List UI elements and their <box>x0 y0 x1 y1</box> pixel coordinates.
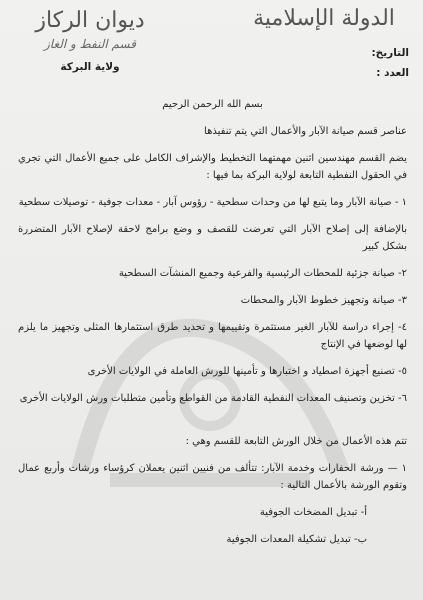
document-title: عناصر قسم صيانة الآبار والأعمال التي يتم تنفيذها <box>204 126 407 137</box>
state-header <box>239 4 409 94</box>
sub-item-a: أ- تبديل المضخات الجوفية <box>259 507 367 518</box>
department-text: قسم النفط و الغاز <box>44 37 136 51</box>
list-item-3: ٣- صيانة وتجهيز خطوط الآبار والمحطات <box>240 295 407 306</box>
list-item-5: ٥- تصنيع أجهزة اصطياد و اختبارها و تأمينها للورش العاملة في الولايات الأخرى <box>87 366 407 377</box>
list-item-4: ٤- إجراء دراسة للآبار الغير مستثمرة وتقييمها و تحديد طرق استثمارها المثلى وتجهيز ما يلزم لها لوضعها في الإنتاج <box>18 322 407 350</box>
list-item-1-extra: بالإضافة إلى إصلاح الآبار التي تعرضت للقصف و وضع برامج لاحقة لإصلاح الآبار المتضررة بشكل كبير <box>18 224 407 252</box>
document-body <box>18 96 407 558</box>
spacer <box>18 417 407 433</box>
workshops-intro: تتم هذه الأعمال من خلال الورش التابعة للقسم وهي : <box>185 436 407 447</box>
sub-item-b: ب- تبديل تشكيلة المعدات الجوفية <box>226 534 367 545</box>
workshop-1: ١ — ورشة الحفارات وخدمة الآبار: تتألف من فنيين اثنين يعملان كرؤساء ورشات وأربع عمال وتقوم الورشة بالأعمال التالية : <box>18 463 407 491</box>
diwan-header <box>20 6 160 86</box>
diwan-logo-text: ديوان الركاز <box>35 8 145 33</box>
list-item-1: ١ - صيانة الآبار وما يتبع لها من وحدات سطحية - رؤوس آبار - معدات جوفية - توصيلات سطحية <box>18 197 407 208</box>
basmala: بسم الله الرحمن الرحيم <box>162 99 263 110</box>
document-meta <box>239 44 409 84</box>
list-item-6: ٦- تخزين وتصنيف المعدات النفطية القادمة من القواطع وتأمين متطلبات ورش الولايات الأخرى <box>19 393 407 404</box>
province-text: ولاية البركة <box>60 61 120 73</box>
date-label: التاريخ: <box>371 47 409 59</box>
state-logo-text: الدولة الإسلامية <box>253 6 395 31</box>
number-label: العدد : <box>376 67 409 79</box>
intro-paragraph: يضم القسم مهندسين اثنين مهمتهما التخطيط والإشراف الكامل على جميع الأعمال التي تجري في الحقول النفطية التابعة لولاية البركة بما فيها : <box>18 153 407 181</box>
list-item-2: ٢- صيانة جزئية للمحطات الرئيسية والفرعية وجميع المنشآت السطحية <box>118 268 407 279</box>
